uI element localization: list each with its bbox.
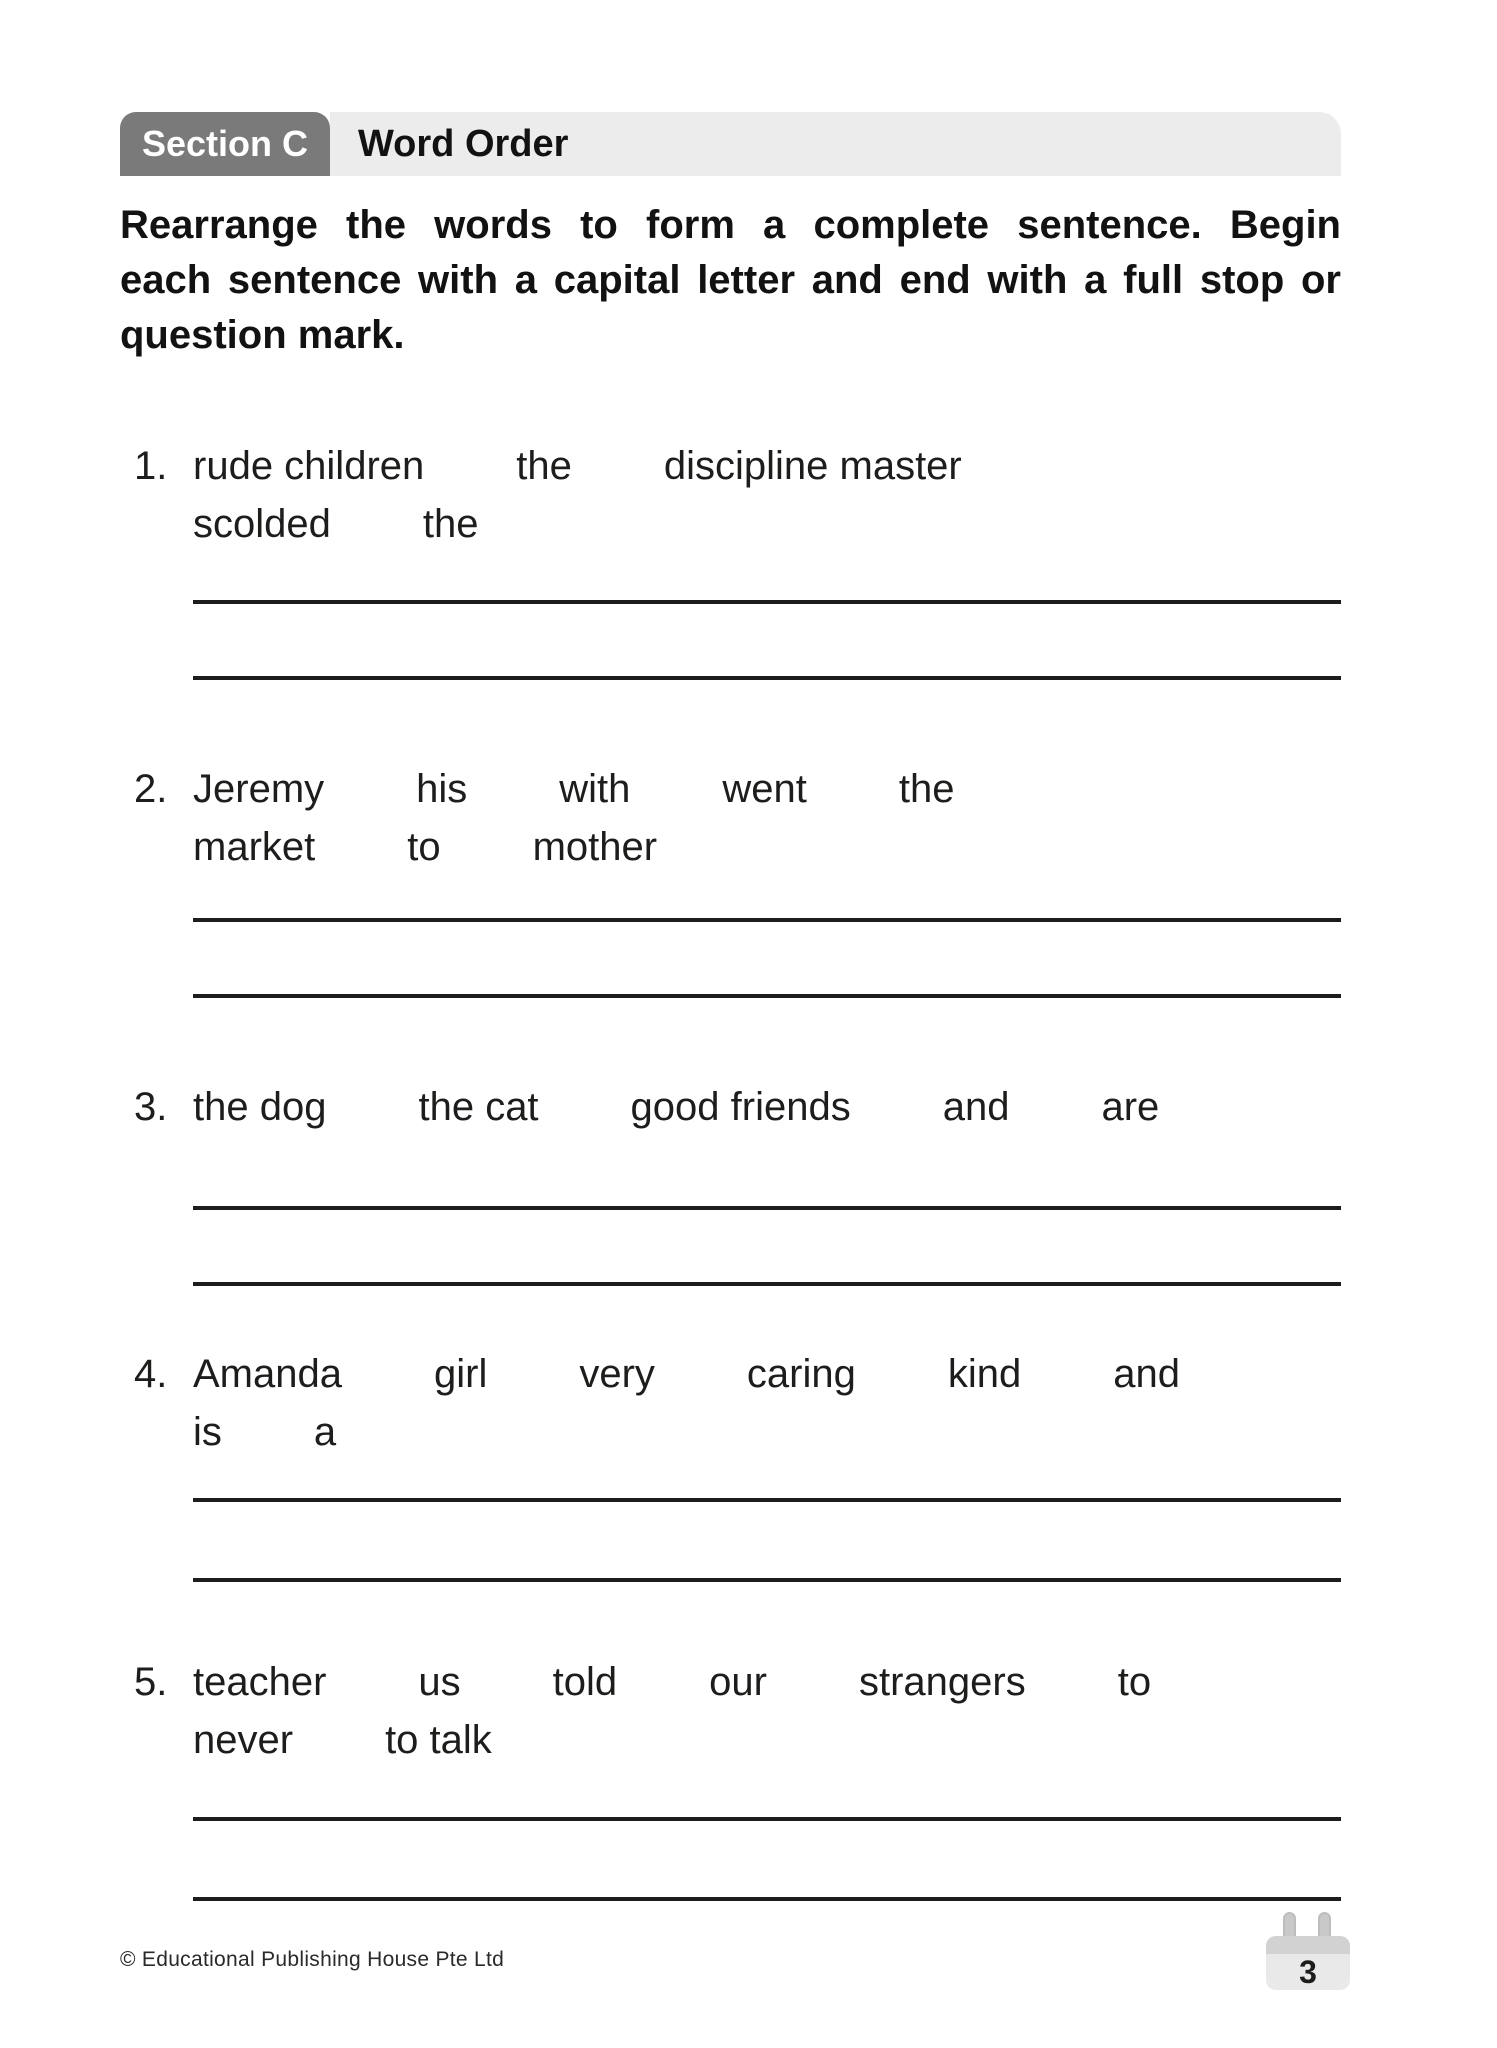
jumbled-word: the (516, 444, 572, 488)
jumbled-word: a (313, 1410, 337, 1454)
jumbled-word: good friends (630, 1085, 851, 1129)
question-5 (120, 1653, 1341, 1769)
footer-copyright: © Educational Publishing House Pte Ltd (120, 1948, 505, 1971)
question-number: 1. (134, 444, 168, 488)
instruction-line: Rearrange the words to form a complete sentence. Begin (120, 203, 1341, 247)
jumbled-word: the (422, 502, 479, 546)
jumbled-word: and (942, 1085, 1010, 1129)
jumbled-words-row (193, 1403, 1341, 1461)
answer-line (193, 676, 1341, 680)
jumbled-word: strangers (858, 1660, 1026, 1704)
section-title: Word Order (358, 122, 569, 165)
answer-line (193, 1817, 1341, 1821)
jumbled-word: us (418, 1660, 461, 1704)
jumbled-word: never (193, 1718, 294, 1762)
question-3 (120, 1078, 1341, 1136)
instruction-line: each sentence with a capital letter and end with a full stop or (120, 258, 1341, 302)
jumbled-word: the dog (193, 1085, 327, 1129)
jumbled-word: the cat (418, 1085, 539, 1129)
jumbled-word: to talk (385, 1718, 492, 1762)
jumbled-word: his (416, 767, 468, 811)
question-2 (120, 760, 1341, 876)
question-4 (120, 1345, 1341, 1461)
jumbled-word: market (193, 825, 316, 869)
jumbled-word: to (407, 825, 441, 869)
jumbled-word: are (1101, 1085, 1160, 1129)
answer-line (193, 918, 1341, 922)
instruction-line: question mark. (120, 313, 405, 357)
jumbled-word: is (193, 1410, 222, 1454)
jumbled-words-row (193, 760, 1341, 818)
jumbled-word: mother (532, 825, 658, 869)
jumbled-words (193, 1653, 1341, 1769)
answer-line (193, 994, 1341, 998)
section-label: Section C (141, 123, 309, 164)
badge-top-band (1266, 1936, 1350, 1954)
section-tab (120, 112, 330, 176)
jumbled-words-row (193, 818, 1341, 876)
answer-line (193, 1498, 1341, 1502)
question-number: 5. (134, 1660, 168, 1704)
jumbled-word: the (898, 767, 955, 811)
question-number: 3. (134, 1085, 168, 1129)
instructions (120, 198, 1341, 363)
jumbled-word: discipline master (663, 444, 962, 488)
jumbled-word: Jeremy (193, 767, 325, 811)
jumbled-word: girl (433, 1352, 488, 1396)
section-title-band (330, 112, 1341, 176)
answer-line (193, 1897, 1341, 1901)
jumbled-word: rude children (193, 444, 425, 488)
jumbled-words-row (193, 1345, 1341, 1403)
jumbled-words-row (193, 495, 1341, 553)
jumbled-words (193, 1345, 1341, 1461)
answer-line (193, 1578, 1341, 1582)
jumbled-word: scolded (193, 502, 331, 546)
page-number-badge (1266, 1912, 1350, 1990)
jumbled-words-row (193, 1653, 1341, 1711)
jumbled-words-row (193, 1078, 1341, 1136)
section-header (120, 112, 1341, 176)
jumbled-word: and (1113, 1352, 1180, 1396)
jumbled-words-row (193, 1711, 1341, 1769)
jumbled-word: very (579, 1352, 655, 1396)
jumbled-words-row (193, 437, 1341, 495)
answer-line (193, 1282, 1341, 1286)
jumbled-word: caring (746, 1352, 856, 1396)
jumbled-words (193, 760, 1341, 876)
jumbled-words (193, 437, 1341, 553)
question-1 (120, 437, 1341, 553)
question-number: 4. (134, 1352, 168, 1396)
answer-line (193, 600, 1341, 604)
jumbled-word: teacher (193, 1660, 327, 1704)
jumbled-word: Amanda (193, 1352, 342, 1396)
page-number: 3 (1299, 1953, 1317, 1990)
jumbled-word: went (722, 767, 807, 811)
answer-line (193, 1206, 1341, 1210)
calendar-pad-icon (1266, 1936, 1350, 1990)
question-number: 2. (134, 767, 168, 811)
jumbled-word: kind (947, 1352, 1022, 1396)
jumbled-word: told (552, 1660, 618, 1704)
jumbled-words (193, 1078, 1341, 1136)
jumbled-word: our (709, 1660, 767, 1704)
jumbled-word: with (559, 767, 631, 811)
jumbled-word: to (1117, 1660, 1152, 1704)
